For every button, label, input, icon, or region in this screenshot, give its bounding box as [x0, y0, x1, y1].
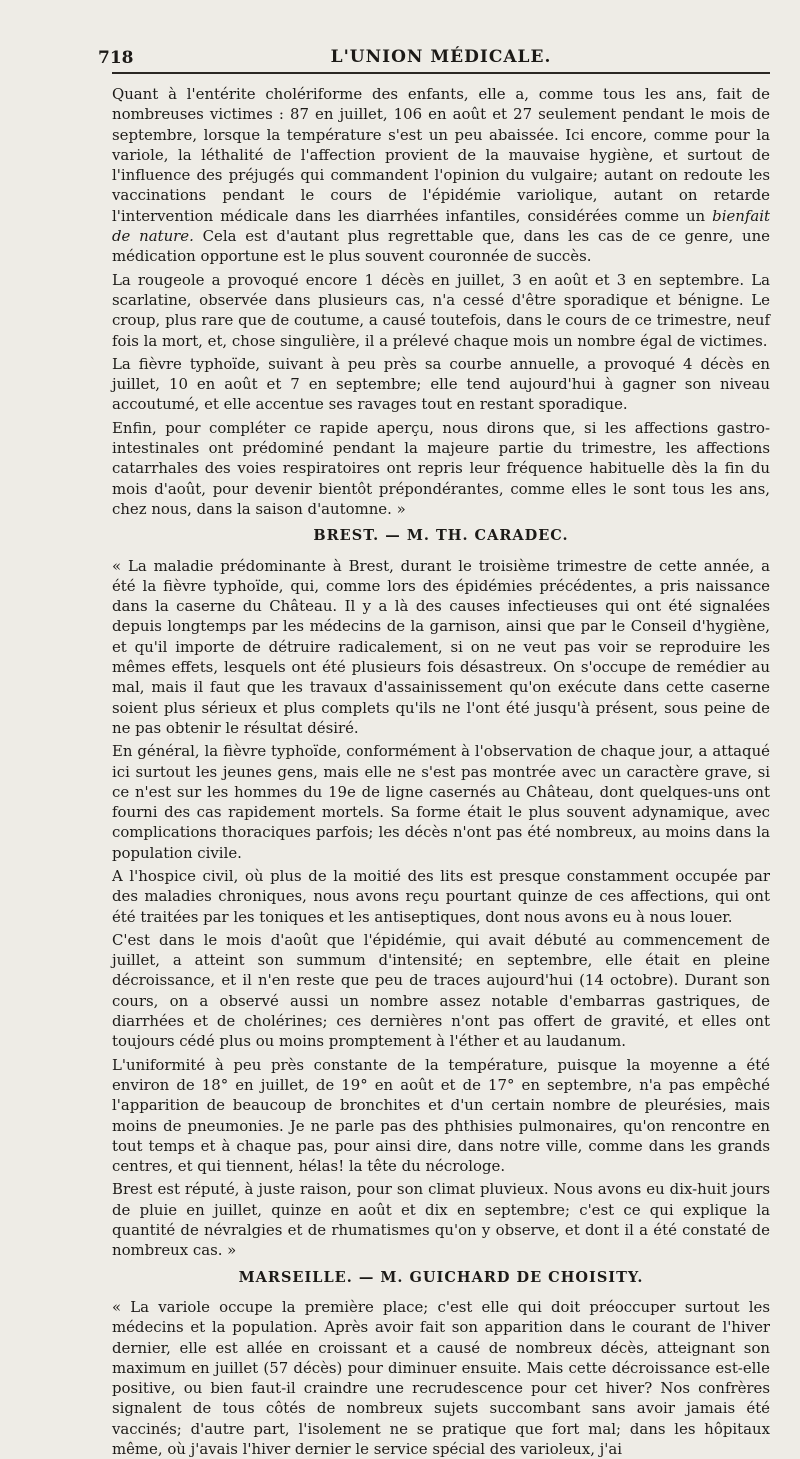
paragraph-rougeole: La rougeole a provoqué encore 1 décès en juillet, 3 en août et 3 en septembre. La scarlatine, observée dans plusieurs cas, n'a cessé d'être sporadique et bénigne. Le croup, plus rare que de coutume, a causé toutefois, dans le cours de ce trimestre, neuf fois la mort, et, chose singulière, il a prélevé chaque mois un nombre égal de victimes. — [112, 270, 770, 350]
article-body — [112, 84, 770, 1459]
paragraph-brest-3: A l'hospice civil, où plus de la moitié des lits est presque constamment occupée par des maladies chroniques, nous avons reçu pourtant quinze de ces affections, qui ont été traitées par les toniques et les antiseptiques, dont nous avons eu à nous louer. — [112, 866, 770, 926]
paragraph-marseille-1: « La variole occupe la première place; c'est elle qui doit préoccuper surtout les médecins et la population. Après avoir fait son apparition dans le courant de l'hiver dernier, elle est allée en croissant et a causé de nombreux décès, atteignant son maximum en juillet (57 décès) pour diminuer ensuite. Mais cette décroissance est-elle positive, ou bien faut-il craindre une recrudescence pour cet hiver? Nos confrères signalent de tous côtés de nombreux sujets succombant sans avoir jamais été vaccinés; d'autre part, l'isolement ne se pratique que fort mal; dans les hôpitaux même, où j'avais l'hiver dernier le service spécial des varioleux, j'ai — [112, 1297, 770, 1458]
paragraph-conclusion: Enfin, pour compléter ce rapide aperçu, nous dirons que, si les affections gastro-intestinales ont prédominé pendant la majeure partie du trimestre, les affections catarrhales des voies respiratoires ont repris leur fréquence habituelle dès la fin du mois d'août, pour devenir bientôt prépondérantes, comme elles le sont tous les ans, chez nous, dans la saison d'automne. » — [112, 418, 770, 518]
section-heading-marseille: MARSEILLE. — M. GUICHARD DE CHOISITY. — [238, 1268, 644, 1286]
paragraph-brest-6: Brest est réputé, à juste raison, pour son climat pluvieux. Nous avons eu dix-huit jours de pluie en juillet, quinze en août et dix en septembre; c'est ce qui explique la quantité de névralgies et de rhumatismes qu'on y observe, et dont il a été constaté de nombreux cas. » — [112, 1180, 770, 1260]
journal-title: L'UNION MÉDICALE. — [330, 47, 552, 67]
paragraph-brest-1: « La maladie prédominante à Brest, durant le troisième trimestre de cette année, a été la fièvre typhoïde, qui, comme lors des épidémies précédentes, a pris naissance dans la caserne du Château. Il y a là des causes infectieuses qui ont été signalées depuis longtemps par les médecins de la garnison, ainsi que par le Conseil d'hygiène, et qu'il importe de détruire radicalement, si on ne veut pas voir se reproduire les mêmes effets, lesquels ont été plusieurs fois désastreux. On s'occupe de remédier au mal, mais il faut que les travaux d'assainissement qu'on exécute dans cette caserne soient plus sérieux et plus complets qu'ils ne l'ont été jusqu'à présent, sous peine de ne pas obtenir le résultat désiré. — [112, 556, 770, 737]
paragraph-brest-2: En général, la fièvre typhoïde, conformément à l'observation de chaque jour, a attaqué ici surtout les jeunes gens, mais elle ne s'est pas montrée avec un caractère grave, si ce n'est sur les hommes du 19e de ligne casernés au Château, dont quelques-uns ont fourni des cas rapidement mortels. Sa forme était le plus souvent adynamique, avec complications thoraciques parfois; les décès n'ont pas été nombreux, au moins dans la population civile. — [112, 742, 770, 862]
page-header — [98, 42, 770, 74]
paragraph-typhoide: La fièvre typhoïde, suivant à peu près sa courbe annuelle, a provoqué 4 décès en juillet, 10 en août et 7 en septembre; elle tend aujourd'hui à gagner son niveau accoutumé, et elle accentue ses ravages tout en restant sporadique. — [112, 354, 770, 414]
italic-phrase: bienfait de nature. — [112, 206, 771, 246]
section-heading-brest: BREST. — M. TH. CARADEC. — [313, 527, 569, 545]
paragraph-enterite: Quant à l'entérite cholériforme des enfants, elle a, comme tous les ans, fait de nombreuses victimes : 87 en juillet, 106 en août et 27 seulement pendant le mois de septembre, lorsque la température s'est un peu abaissée. Ici encore, comme pour la variole, la léthalité de l'affection provient de la mauvaise hygiène, et surtout de l'influence des préjugés qui commandent l'opinion du vulgaire; autant on redoute les vaccinations pendant le cours de l'épidémie variolique, autant on retarde l'intervention médicale dans les diarrhées infantiles, considérées comme un bienfait de nature. Cela est d'autant plus regrettable que, dans les cas de ce genre, une médication opportune est le plus souvent couronnée de succès. — [112, 85, 771, 266]
paragraph-brest-4: C'est dans le mois d'août que l'épidémie, qui avait débuté au commencement de juillet, a atteint son summum d'intensité; en septembre, elle était en pleine décroissance, et il n'en reste que peu de traces aujourd'hui (14 octobre). Durant son cours, on a observé aussi un nombre assez notable d'embarras gastriques, de diarrhées et de cholérines; ces dernières n'ont pas offert de gravité, et elles ont toujours cédé plus ou moins promptement à l'éther et au laudanum. — [112, 930, 770, 1051]
page-number: 718 — [98, 48, 134, 68]
paragraph-brest-5: L'uniformité à peu près constante de la température, puisque la moyenne a été environ de 18° en juillet, de 19° en août et de 17° en septembre, n'a pas empêché l'apparition de beaucoup de bronchites et d'un certain nombre de pleurésies, mais moins de pneumonies. Je ne parle pas des phthisies pulmonaires, qu'on rencontre en tout temps et à chaque pas, pour ainsi dire, dans notre ville, comme dans les grands centres, et qui tiennent, hélas! la tête du nécrologe. — [112, 1055, 770, 1176]
